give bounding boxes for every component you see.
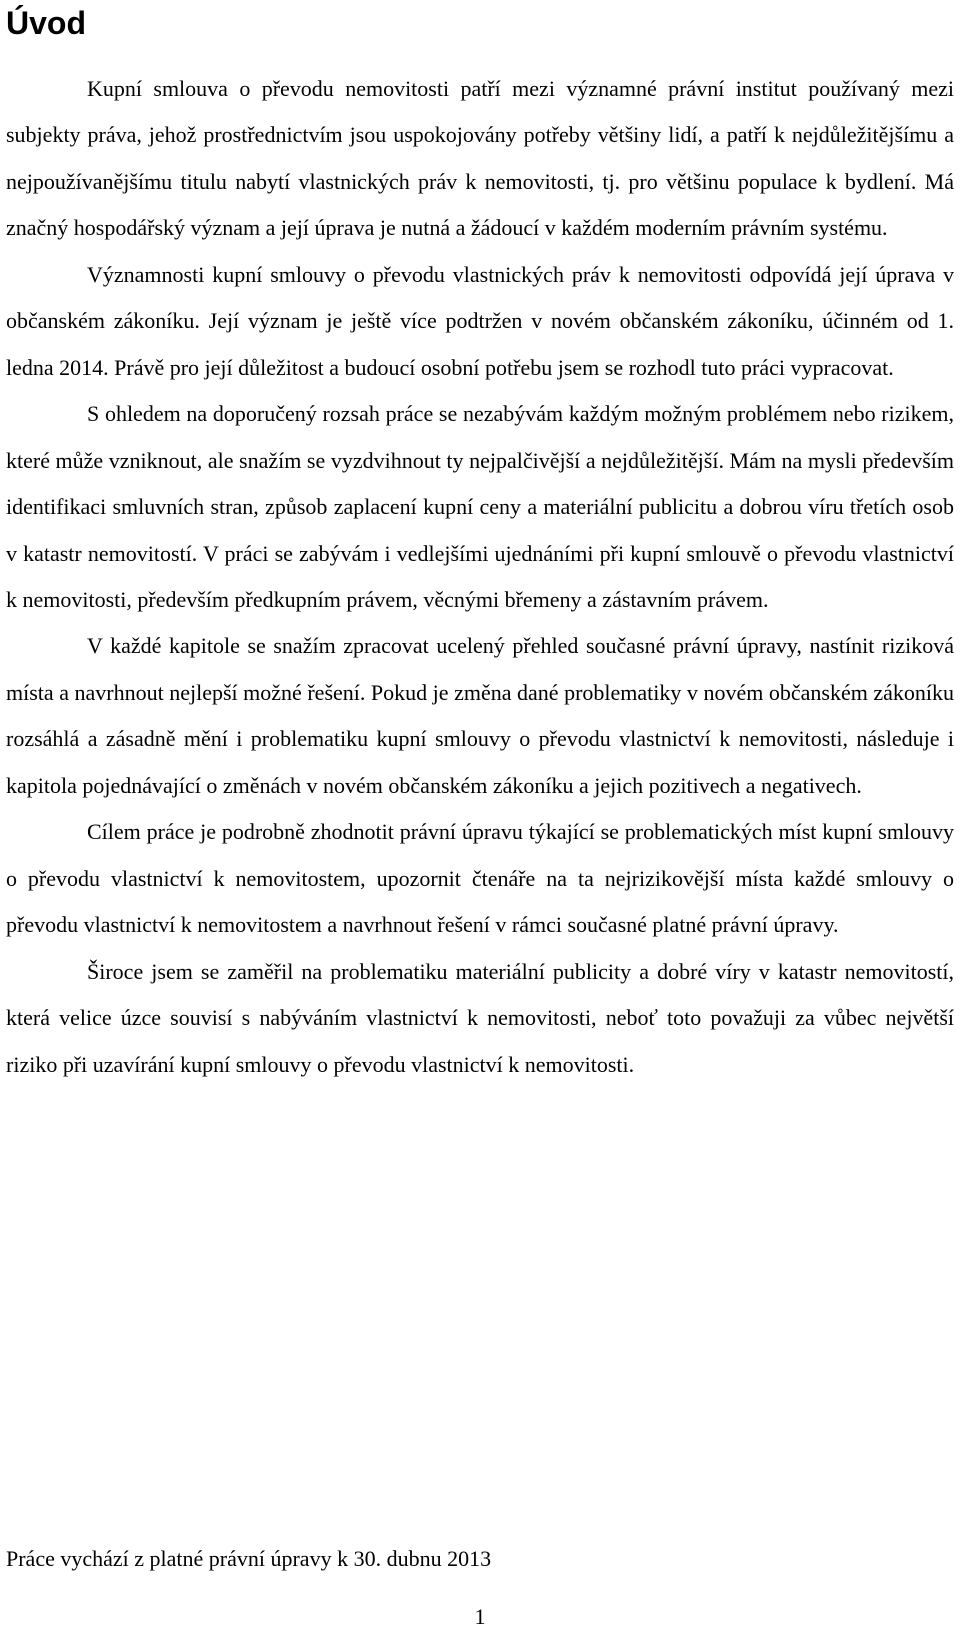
paragraph-focus: Široce jsem se zaměřil na problematiku materiální publicity a dobré víry v katastr nemovitostí, která velice úzce souvisí s nabýváním vlastnictví k nemovitosti, neboť toto považuji za vůbec největší riziko při uzavírání kupní smlouvy o převodu vlastnictví k nemovitosti. xyxy=(6,958,954,1077)
page-number: 1 xyxy=(474,1604,486,1629)
page-title: Úvod xyxy=(6,5,86,41)
paragraph-intro: Kupní smlouva o převodu nemovitosti patří mezi významné právní institut používaný mezi subjekty práva, jehož prostřednictvím jsou uspokojovány potřeby většiny lidí, a patří k nejdůležitějšímu a nejpoužívanějšímu titulu nabytí vlastnických práv k nemovitosti, tj. pro většinu populace k bydlení. Má značný hospodářský význam a její úprava je nutná a žádoucí v každém moderním právním systému. xyxy=(6,76,954,241)
paragraph-scope: S ohledem na doporučený rozsah práce se nezabývám každým možným problémem nebo rizikem, které může vzniknout, ale snažím se vyzdvihnout ty nejpalčivější a nejdůležitější. Mám na mysli především identifikaci smluvních stran, způsob zaplacení kupní ceny a materiální publicitu a dobrou víru třetích osob v katastr nemovitostí. V práci se zabývám i vedlejšími ujednáními při kupní smlouvě o převodu vlastnictví k nemovitosti, především předkupním právem, věcnými břemeny a zástavním právem. xyxy=(6,401,954,612)
legal-status-note: Práce vychází z platné právní úpravy k 30. dubnu 2013 xyxy=(6,1546,492,1571)
paragraph-significance: Významnosti kupní smlouvy o převodu vlastnických práv k nemovitosti odpovídá její úprava v občanském zákoníku. Její význam je ještě více podtržen v novém občanském zákoníku, účinném od 1. ledna 2014. Právě pro její důležitost a budoucí osobní potřebu jsem se rozhodl tuto práci vypracovat. xyxy=(6,261,954,380)
paragraph-chapters: V každé kapitole se snažím zpracovat ucelený přehled současné právní úpravy, nastínit riziková místa a navrhnout nejlepší možné řešení. Pokud je změna dané problematiky v novém občanském zákoníku rozsáhlá a zásadně mění i problematiku kupní smlouvy o převodu vlastnictví k nemovitosti, následuje i kapitola pojednávající o změnách v novém občanském zákoníku a jejich pozitivech a negativech. xyxy=(6,633,954,798)
paragraph-goal: Cílem práce je podrobně zhodnotit právní úpravu týkající se problematických míst kupní smlouvy o převodu vlastnictví k nemovitostem, upozornit čtenáře na ta nejrizikovější místa každé smlouvy o převodu vlastnictví k nemovitostem a navrhnout řešení v rámci současné platné právní úpravy. xyxy=(6,819,954,938)
document-body xyxy=(6,66,954,1088)
